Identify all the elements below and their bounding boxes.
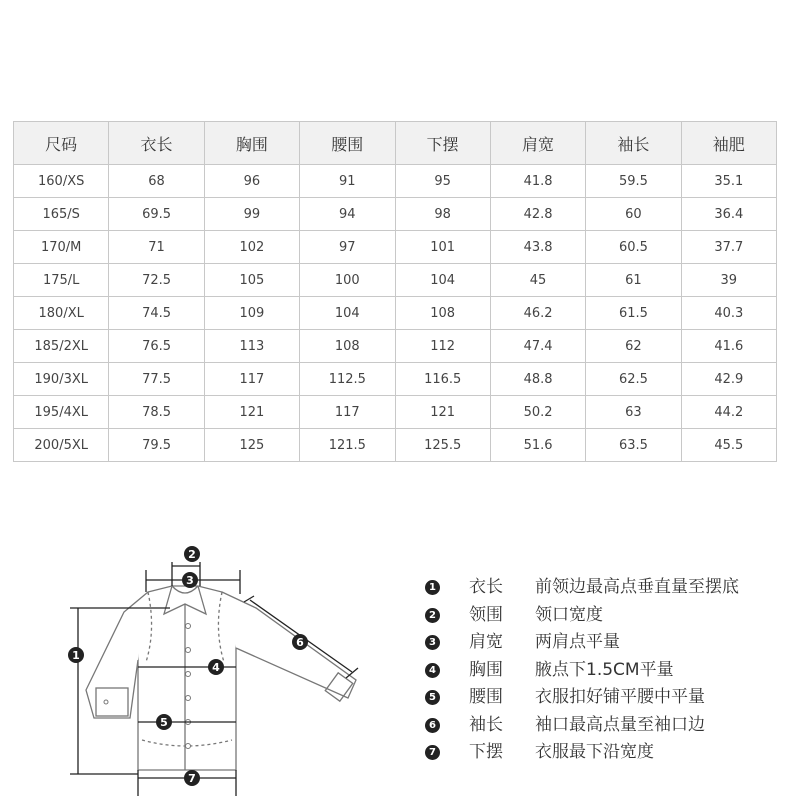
table-row bbox=[14, 198, 777, 231]
table-cell: 61 bbox=[586, 264, 681, 297]
marker-1-label: 1 bbox=[72, 649, 80, 662]
header-shoulder: 肩宽 bbox=[490, 122, 585, 165]
marker-4 bbox=[208, 659, 224, 675]
header-waist: 腰围 bbox=[300, 122, 395, 165]
marker-4-label: 4 bbox=[212, 661, 220, 674]
table-cell: 44.2 bbox=[681, 396, 776, 429]
size-table-header-row bbox=[14, 122, 777, 165]
table-cell: 59.5 bbox=[586, 165, 681, 198]
legend-description: 两肩点平量 bbox=[535, 632, 620, 652]
table-cell: 42.9 bbox=[681, 363, 776, 396]
table-cell: 98 bbox=[395, 198, 490, 231]
legend-item bbox=[425, 576, 785, 604]
table-cell: 109 bbox=[204, 297, 299, 330]
table-row bbox=[14, 396, 777, 429]
legend-item bbox=[425, 741, 785, 769]
shirt-outline bbox=[86, 586, 356, 770]
table-cell: 61.5 bbox=[586, 297, 681, 330]
table-cell: 180/XL bbox=[14, 297, 109, 330]
table-cell: 108 bbox=[395, 297, 490, 330]
table-cell: 74.5 bbox=[109, 297, 204, 330]
table-cell: 94 bbox=[300, 198, 395, 231]
legend-number-badge: 4 bbox=[425, 663, 440, 678]
table-cell: 165/S bbox=[14, 198, 109, 231]
legend-number-badge: 7 bbox=[425, 745, 440, 760]
table-cell: 62 bbox=[586, 330, 681, 363]
table-cell: 46.2 bbox=[490, 297, 585, 330]
legend-number-badge: 2 bbox=[425, 608, 440, 623]
table-row bbox=[14, 264, 777, 297]
table-cell: 99 bbox=[204, 198, 299, 231]
table-cell: 43.8 bbox=[490, 231, 585, 264]
table-cell: 36.4 bbox=[681, 198, 776, 231]
marker-7-label: 7 bbox=[188, 772, 196, 785]
marker-7 bbox=[184, 770, 200, 786]
header-length: 衣长 bbox=[109, 122, 204, 165]
legend-item bbox=[425, 604, 785, 632]
table-cell: 113 bbox=[204, 330, 299, 363]
table-row bbox=[14, 429, 777, 462]
table-cell: 76.5 bbox=[109, 330, 204, 363]
table-cell: 50.2 bbox=[490, 396, 585, 429]
table-cell: 37.7 bbox=[681, 231, 776, 264]
table-row bbox=[14, 363, 777, 396]
legend-term: 肩宽 bbox=[469, 632, 503, 652]
table-cell: 121 bbox=[395, 396, 490, 429]
table-cell: 200/5XL bbox=[14, 429, 109, 462]
table-cell: 47.4 bbox=[490, 330, 585, 363]
table-cell: 117 bbox=[300, 396, 395, 429]
legend-description: 衣服扣好铺平腰中平量 bbox=[535, 687, 705, 707]
table-cell: 48.8 bbox=[490, 363, 585, 396]
table-cell: 160/XS bbox=[14, 165, 109, 198]
table-cell: 96 bbox=[204, 165, 299, 198]
table-row bbox=[14, 330, 777, 363]
table-cell: 121 bbox=[204, 396, 299, 429]
table-cell: 112.5 bbox=[300, 363, 395, 396]
table-cell: 112 bbox=[395, 330, 490, 363]
table-cell: 63 bbox=[586, 396, 681, 429]
marker-1 bbox=[68, 647, 84, 663]
marker-5 bbox=[156, 714, 172, 730]
table-cell: 72.5 bbox=[109, 264, 204, 297]
table-cell: 69.5 bbox=[109, 198, 204, 231]
table-cell: 60.5 bbox=[586, 231, 681, 264]
table-row bbox=[14, 297, 777, 330]
table-cell: 125 bbox=[204, 429, 299, 462]
table-cell: 121.5 bbox=[300, 429, 395, 462]
marker-2-label: 2 bbox=[188, 548, 196, 561]
header-sleeve-width: 袖肥 bbox=[681, 122, 776, 165]
legend-number-badge: 6 bbox=[425, 718, 440, 733]
table-cell: 100 bbox=[300, 264, 395, 297]
table-cell: 117 bbox=[204, 363, 299, 396]
legend-item bbox=[425, 686, 785, 714]
table-cell: 41.8 bbox=[490, 165, 585, 198]
legend-item bbox=[425, 659, 785, 687]
table-cell: 79.5 bbox=[109, 429, 204, 462]
table-cell: 105 bbox=[204, 264, 299, 297]
table-cell: 51.6 bbox=[490, 429, 585, 462]
table-cell: 40.3 bbox=[681, 297, 776, 330]
table-cell: 104 bbox=[395, 264, 490, 297]
table-row bbox=[14, 165, 777, 198]
table-cell: 185/2XL bbox=[14, 330, 109, 363]
table-cell: 125.5 bbox=[395, 429, 490, 462]
table-cell: 77.5 bbox=[109, 363, 204, 396]
table-cell: 42.8 bbox=[490, 198, 585, 231]
header-hem: 下摆 bbox=[395, 122, 490, 165]
table-cell: 71 bbox=[109, 231, 204, 264]
size-table bbox=[13, 121, 777, 462]
marker-6-label: 6 bbox=[296, 636, 304, 649]
table-cell: 35.1 bbox=[681, 165, 776, 198]
table-cell: 45.5 bbox=[681, 429, 776, 462]
marker-6 bbox=[292, 634, 308, 650]
table-cell: 60 bbox=[586, 198, 681, 231]
legend-description: 腋点下1.5CM平量 bbox=[535, 659, 674, 680]
table-cell: 101 bbox=[395, 231, 490, 264]
legend-number-badge: 1 bbox=[425, 580, 440, 595]
legend-number-badge: 3 bbox=[425, 635, 440, 650]
legend-item bbox=[425, 631, 785, 659]
legend-description: 前领边最高点垂直量至摆底 bbox=[535, 577, 739, 597]
legend-description: 领口宽度 bbox=[535, 604, 603, 625]
table-cell: 91 bbox=[300, 165, 395, 198]
legend-number-badge: 5 bbox=[425, 690, 440, 705]
header-sleeve-length: 袖长 bbox=[586, 122, 681, 165]
table-row bbox=[14, 231, 777, 264]
table-cell: 68 bbox=[109, 165, 204, 198]
table-cell: 39 bbox=[681, 264, 776, 297]
legend-term: 腰围 bbox=[469, 687, 503, 707]
header-chest: 胸围 bbox=[204, 122, 299, 165]
measurement-legend bbox=[425, 576, 785, 769]
legend-description: 衣服最下沿宽度 bbox=[535, 742, 654, 762]
marker-3 bbox=[182, 572, 198, 588]
header-size: 尺码 bbox=[14, 122, 109, 165]
table-cell: 108 bbox=[300, 330, 395, 363]
marker-5-label: 5 bbox=[160, 716, 168, 729]
legend-item bbox=[425, 714, 785, 742]
table-cell: 41.6 bbox=[681, 330, 776, 363]
table-cell: 63.5 bbox=[586, 429, 681, 462]
table-cell: 104 bbox=[300, 297, 395, 330]
table-cell: 45 bbox=[490, 264, 585, 297]
marker-2 bbox=[184, 546, 200, 562]
legend-term: 下摆 bbox=[469, 742, 503, 762]
legend-term: 袖长 bbox=[469, 714, 503, 735]
table-cell: 170/M bbox=[14, 231, 109, 264]
table-cell: 116.5 bbox=[395, 363, 490, 396]
table-cell: 195/4XL bbox=[14, 396, 109, 429]
table-cell: 62.5 bbox=[586, 363, 681, 396]
legend-term: 衣长 bbox=[469, 577, 503, 597]
shirt-measurement-diagram bbox=[60, 540, 390, 800]
table-cell: 97 bbox=[300, 231, 395, 264]
table-cell: 102 bbox=[204, 231, 299, 264]
table-cell: 190/3XL bbox=[14, 363, 109, 396]
legend-description: 袖口最高点量至袖口边 bbox=[535, 714, 705, 735]
legend-term: 领围 bbox=[469, 604, 503, 625]
table-cell: 175/L bbox=[14, 264, 109, 297]
marker-3-label: 3 bbox=[186, 574, 194, 587]
legend-term: 胸围 bbox=[469, 659, 503, 680]
table-cell: 78.5 bbox=[109, 396, 204, 429]
table-cell: 95 bbox=[395, 165, 490, 198]
